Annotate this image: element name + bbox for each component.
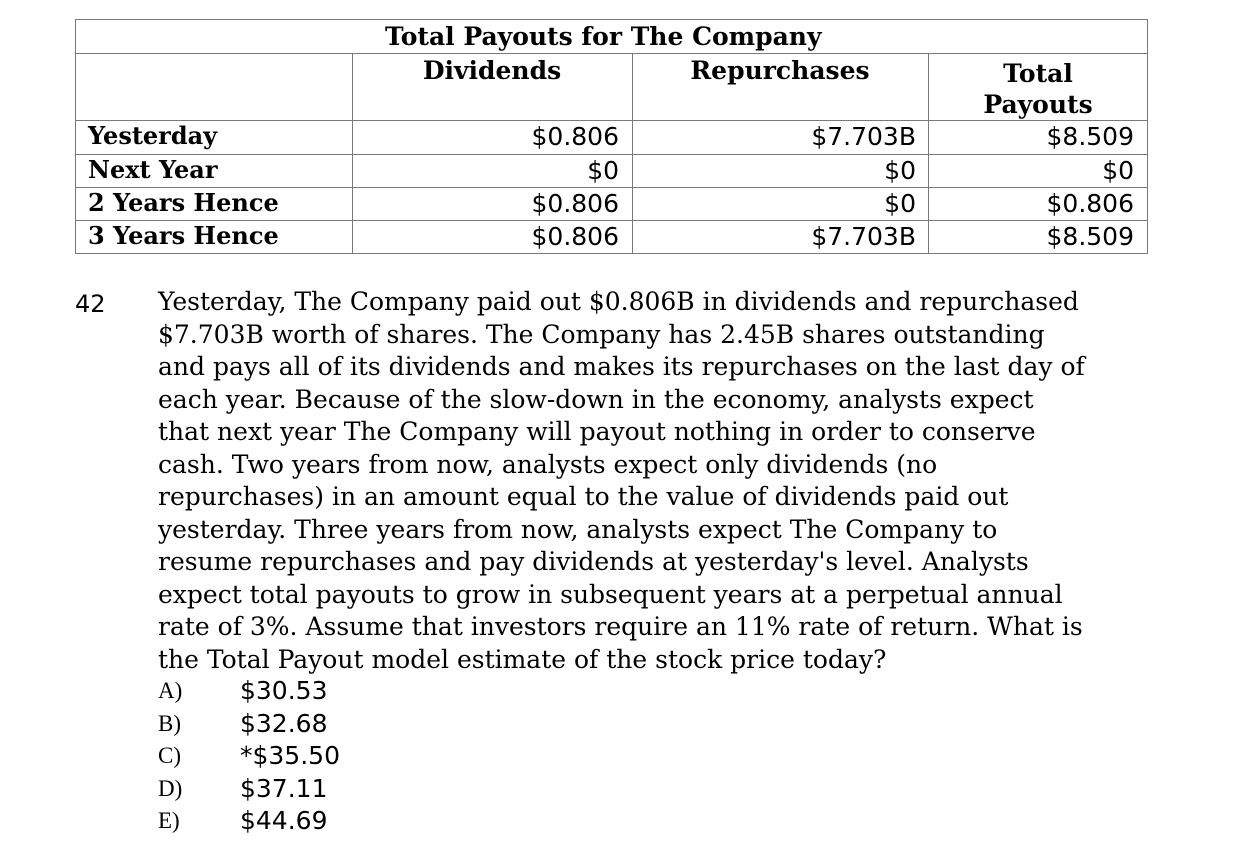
cell-repurchases: $7.703B (811, 122, 916, 151)
question-line: resume repurchases and pay dividends at yesterday's level. Analysts (158, 547, 1029, 576)
choice-value: $30.53 (240, 676, 328, 705)
cell-total: $0.806 (1046, 189, 1134, 218)
question-line: the Total Payout model estimate of the stock price today? (158, 644, 887, 674)
payouts-table (0, 0, 1235, 260)
choice-letter: A) (158, 678, 183, 703)
cell-dividends: $0.806 (531, 189, 619, 218)
question-line: cash. Two years from now, analysts expect only dividends (no (158, 449, 938, 479)
table-rule (75, 120, 1148, 121)
choice-letter: E) (158, 808, 180, 833)
row-label-2-years-hence: 2 Years Hence (88, 188, 279, 217)
header-total-line1: Total (1003, 59, 1073, 88)
question-number: 42 (75, 290, 106, 318)
cell-total: $8.509 (1046, 222, 1134, 251)
choice-value: *$35.50 (240, 741, 340, 770)
cell-dividends: $0.806 (531, 222, 619, 251)
cell-repurchases: $0 (884, 189, 916, 218)
question-line: repurchases) in an amount equal to the value of dividends paid out (158, 482, 1009, 511)
row-label-next-year: Next Year (88, 155, 218, 184)
question-line: and pays all of its dividends and makes its repurchases on the last day of (158, 352, 1085, 381)
table-rule (75, 154, 1148, 155)
question-line: that next year The Company will payout nothing in order to conserve (158, 417, 1036, 446)
choice-value: $37.11 (240, 773, 328, 803)
question-text (158, 286, 1158, 676)
question-line: each year. Because of the slow-down in the economy, analysts expect (158, 384, 1034, 414)
table-rule (75, 53, 1148, 54)
question-line: $7.703B worth of shares. The Company has 2.45B shares outstanding (158, 319, 1045, 349)
table-border-top (75, 19, 1148, 20)
choice-letter: B) (158, 710, 181, 736)
cell-repurchases: $7.703B (811, 222, 916, 251)
row-label-yesterday: Yesterday (88, 121, 218, 150)
header-total-payouts (928, 58, 1148, 120)
choice-letter: D) (158, 775, 183, 801)
cell-dividends: $0.806 (531, 122, 619, 151)
cell-dividends: $0 (587, 156, 619, 185)
table-border-left (75, 19, 76, 254)
cell-repurchases: $0 (884, 156, 916, 185)
table-border-bottom (75, 253, 1148, 254)
cell-total: $8.509 (1046, 122, 1134, 151)
question-line: expect total payouts to grow in subsequent years at a perpetual annual (158, 579, 1063, 609)
choice-value: $44.69 (240, 806, 328, 835)
question-line: rate of 3%. Assume that investors require an 11% rate of return. What is (158, 612, 1083, 641)
question-line: Yesterday, The Company paid out $0.806B in dividends and repurchased (158, 287, 1079, 316)
choice-value: $32.68 (240, 708, 328, 738)
header-dividends: Dividends (422, 56, 562, 85)
table-title: Total Payouts for The Company (385, 22, 822, 51)
row-label-3-years-hence: 3 Years Hence (88, 221, 279, 250)
header-repurchases: Repurchases (690, 56, 870, 85)
cell-total: $0 (1102, 156, 1134, 185)
question-line: yesterday. Three years from now, analysts expect The Company to (158, 514, 998, 544)
choice-letter: C) (158, 743, 181, 768)
header-total-line2: Payouts (983, 90, 1093, 119)
table-border-right (1147, 19, 1148, 254)
